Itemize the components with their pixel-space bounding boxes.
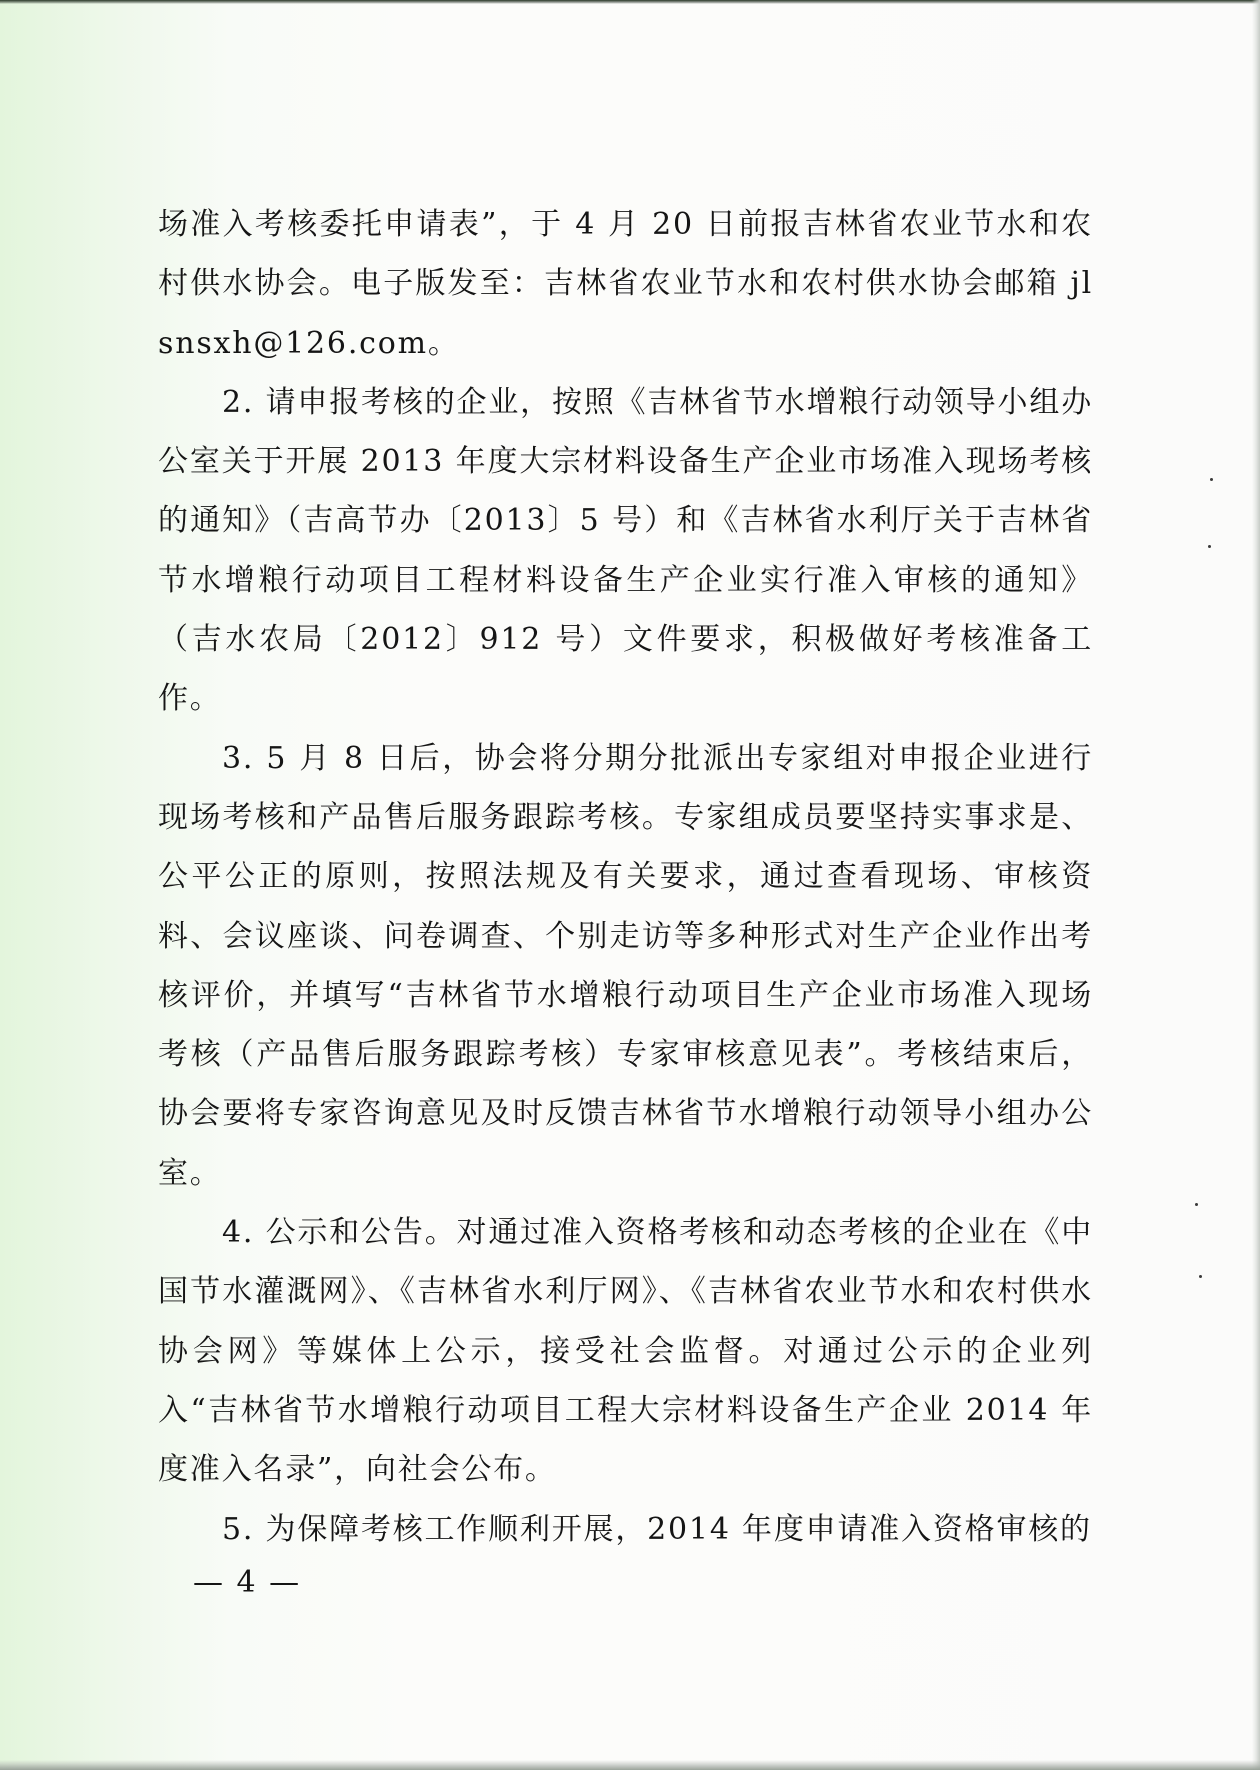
- document-body: [158, 195, 1093, 1559]
- paragraph-continuation: 场准入考核委托申请表”，于 4 月 20 日前报吉林省农业节水和农村供水协会。电子版发至：吉林省农业节水和农村供水协会邮箱 jlsnsxh@126.com。: [158, 207, 1093, 361]
- scan-bottom-edge: [0, 1760, 1260, 1770]
- paragraph-item-5: 5. 为保障考核工作顺利开展，2014 年度申请准入资格审核的: [222, 1511, 1092, 1547]
- scan-speck: [1208, 545, 1211, 548]
- scan-right-edge: [1252, 0, 1260, 1770]
- scan-speck: [1210, 478, 1213, 481]
- paragraph-item-3: 3. 5 月 8 日后，协会将分期分批派出专家组对申报企业进行现场考核和产品售后服务跟踪考核。专家组成员要坚持实事求是、公平公正的原则，按照法规及有关要求，通过查看现场、审核资料、会议座谈、问卷调查、个别走访等多种形式对生产企业作出考核评价，并填写“吉林省节水增粮行动项目生产企业市场准入现场考核（产品售后服务跟踪考核）专家审核意见表”。考核结束后，协会要将专家咨询意见及时反馈吉林省节水增粮行动领导小组办公室。: [158, 740, 1093, 1191]
- paragraph-item-4: 4. 公示和公告。对通过准入资格考核和动态考核的企业在《中国节水灌溉网》、《吉林省水利厅网》、《吉林省农业节水和农村供水协会网》等媒体上公示，接受社会监督。对通过公示的企业列入“吉林省节水增粮行动项目工程大宗材料设备生产企业 2014 年度准入名录”，向社会公布。: [158, 1215, 1093, 1488]
- scan-speck: [1195, 1203, 1198, 1206]
- paragraph-item-2: 2. 请申报考核的企业，按照《吉林省节水增粮行动领导小组办公室关于开展 2013 年度大宗材料设备生产企业市场准入现场考核的通知》（吉高节办〔2013〕5 号）和《吉林省水利厅关于吉林省节水增粮行动项目工程材料设备生产企业实行准入审核的通知》（吉水农局〔2012〕912 号）文件要求，积极做好考核准备工作。: [158, 384, 1093, 717]
- scan-top-edge: [0, 0, 1260, 4]
- page-number: — 4 —: [193, 1565, 302, 1600]
- scan-speck: [1199, 1275, 1202, 1278]
